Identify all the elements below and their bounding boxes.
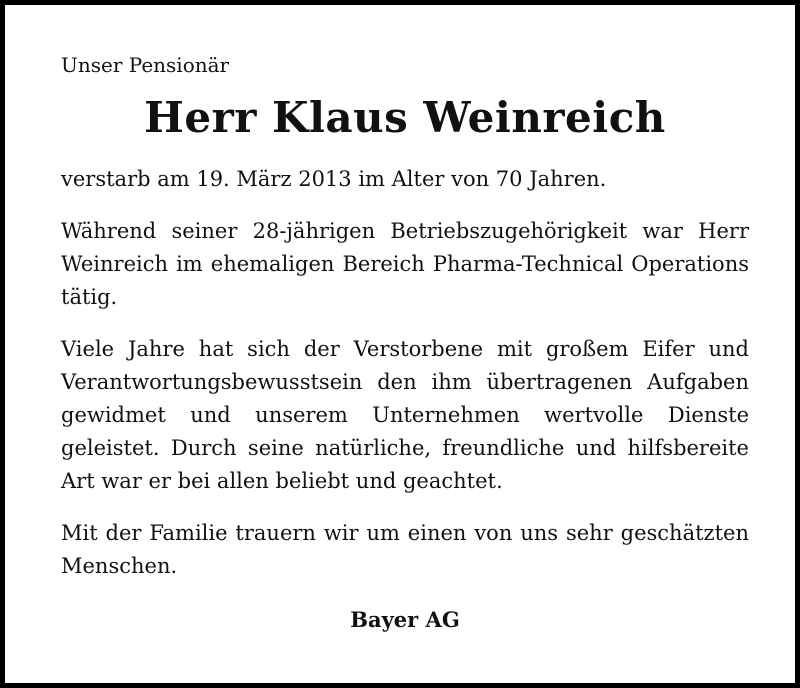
career-paragraph: Während seiner 28-jährigen Betriebszugehörigkeit war Herr Weinreich im ehemaligen Bereich Pharma-Technical Operations tätig. <box>61 219 749 309</box>
death-date-paragraph: verstarb am 19. März 2013 im Alter von 70 Jahren. <box>61 167 607 191</box>
obituary-content <box>61 51 749 635</box>
preface-text: Unser Pensionär <box>61 53 230 77</box>
mourning-paragraph: Mit der Familie trauern wir um einen von uns sehr geschätzten Menschen. <box>61 521 749 578</box>
deceased-name-heading: Herr Klaus Weinreich <box>144 93 666 142</box>
company-signature: Bayer AG <box>350 607 460 632</box>
tribute-paragraph: Viele Jahre hat sich der Verstorbene mit großem Eifer und Verantwortungsbewusstsein den ihm übertragenen Aufgaben gewidmet und unserem Unternehmen wertvolle Dienste geleistet. Durch seine natürliche, freundliche und hilfsbereite Art war er bei allen beliebt und geachtet. <box>61 337 749 493</box>
